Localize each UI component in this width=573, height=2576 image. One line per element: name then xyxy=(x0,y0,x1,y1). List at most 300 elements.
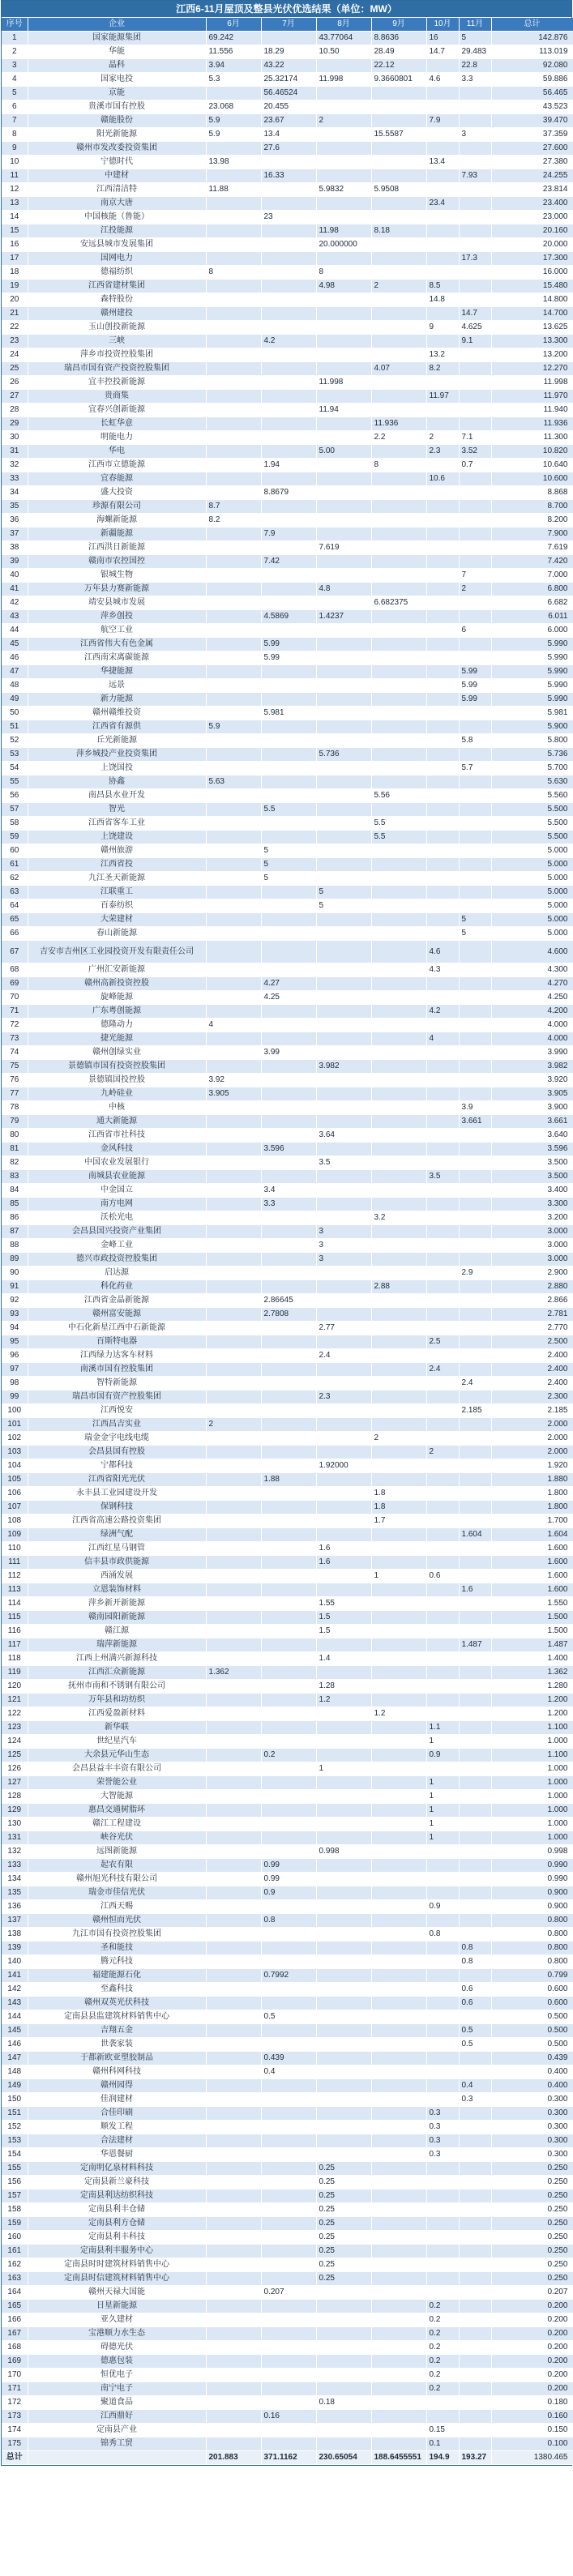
company-name-cell: 明能电力 xyxy=(28,431,206,445)
row-index-cell: 11 xyxy=(2,169,28,183)
october-value-cell: 0.3 xyxy=(426,2148,459,2162)
company-name-cell: 会昌县益丰丰资有限公司 xyxy=(28,1762,206,1776)
july-value-cell xyxy=(261,2341,316,2355)
november-value-cell xyxy=(459,775,491,789)
october-value-cell xyxy=(426,1184,459,1198)
august-value-cell xyxy=(316,1818,371,1831)
total-value-cell: 1.200 xyxy=(491,1707,573,1721)
total-value-cell: 5.000 xyxy=(491,844,573,858)
september-value-cell xyxy=(371,2437,426,2451)
row-index-cell: 18 xyxy=(2,266,28,280)
header-cell-total: 总计 xyxy=(491,18,573,32)
company-name-cell: 国家能源集团 xyxy=(28,32,206,45)
october-value-cell: 4.3 xyxy=(426,963,459,977)
june-value-cell xyxy=(206,362,261,376)
row-index-cell: 175 xyxy=(2,2437,28,2451)
october-value-cell xyxy=(426,555,459,569)
october-value-cell xyxy=(426,1074,459,1087)
total-value-cell: 4.300 xyxy=(491,963,573,977)
september-value-cell xyxy=(371,2245,426,2258)
total-value-cell: 11.970 xyxy=(491,390,573,404)
november-value-cell xyxy=(459,500,491,514)
october-value-cell xyxy=(426,2079,459,2093)
company-name-cell: 江西清洁特 xyxy=(28,183,206,197)
july-value-cell: 7.9 xyxy=(261,528,316,541)
row-index-cell: 152 xyxy=(2,2121,28,2134)
august-value-cell xyxy=(316,1997,371,2010)
july-value-cell: 18.29 xyxy=(261,45,316,59)
october-value-cell xyxy=(426,169,459,183)
june-value-cell xyxy=(206,1694,261,1707)
november-value-cell xyxy=(459,2437,491,2451)
november-value-cell xyxy=(459,1446,491,1459)
september-value-cell xyxy=(371,1900,426,1914)
august-value-cell xyxy=(316,762,371,775)
june-value-cell xyxy=(206,1308,261,1322)
table-row xyxy=(2,1859,573,1873)
august-value-cell xyxy=(316,555,371,569)
september-value-cell xyxy=(371,693,426,707)
company-name-cell: 三峡 xyxy=(28,335,206,348)
july-value-cell xyxy=(261,1019,316,1032)
june-value-cell: 3.94 xyxy=(206,59,261,73)
row-index-cell: 150 xyxy=(2,2093,28,2107)
july-value-cell xyxy=(261,1225,316,1239)
table-row xyxy=(2,1211,573,1225)
header-cell-june: 6月 xyxy=(206,18,261,32)
june-value-cell: 4 xyxy=(206,1019,261,1032)
september-value-cell xyxy=(371,1170,426,1184)
row-index-cell: 53 xyxy=(2,748,28,762)
october-value-cell: 0.2 xyxy=(426,2313,459,2327)
company-name-cell: 江西昌吉实业 xyxy=(28,1418,206,1432)
company-name-cell: 会昌县国兴投资产业集团 xyxy=(28,1225,206,1239)
november-value-cell xyxy=(459,1211,491,1225)
row-index-cell: 120 xyxy=(2,1680,28,1694)
company-name-cell: 江西省阳光光伏 xyxy=(28,1473,206,1487)
october-value-cell xyxy=(426,2052,459,2065)
total-value-cell: 10.600 xyxy=(491,472,573,486)
september-value-cell xyxy=(371,2203,426,2217)
july-value-cell xyxy=(261,1542,316,1556)
june-value-cell xyxy=(206,1886,261,1900)
september-value-cell xyxy=(371,1611,426,1625)
july-value-cell xyxy=(261,886,316,899)
header-cell-july: 7月 xyxy=(261,18,316,32)
july-value-cell xyxy=(261,1404,316,1418)
june-value-cell xyxy=(206,2176,261,2189)
june-value-cell xyxy=(206,197,261,211)
total-value-cell: 0.900 xyxy=(491,1886,573,1900)
november-value-cell xyxy=(459,183,491,197)
august-value-cell xyxy=(316,1886,371,1900)
total-value-cell: 3.000 xyxy=(491,1253,573,1267)
table-row xyxy=(2,2093,573,2107)
company-name-cell: 阳光新能源 xyxy=(28,128,206,142)
table-row xyxy=(2,2286,573,2300)
july-value-cell xyxy=(261,252,316,266)
august-value-cell: 1.4237 xyxy=(316,610,371,624)
july-value-cell xyxy=(261,1446,316,1459)
august-value-cell: 1.92000 xyxy=(316,1459,371,1473)
total-value-cell: 6.682 xyxy=(491,596,573,610)
august-value-cell: 0.25 xyxy=(316,2162,371,2176)
november-value-cell xyxy=(459,803,491,817)
november-value-cell xyxy=(459,1707,491,1721)
july-value-cell xyxy=(261,514,316,528)
october-value-cell: 0.3 xyxy=(426,2107,459,2121)
september-value-cell xyxy=(371,1046,426,1060)
july-value-cell xyxy=(261,1583,316,1597)
table-row xyxy=(2,872,573,886)
september-value-cell xyxy=(371,1997,426,2010)
table-row xyxy=(2,1570,573,1583)
august-value-cell xyxy=(316,2355,371,2369)
table-row xyxy=(2,2369,573,2382)
table-row xyxy=(2,1418,573,1432)
august-value-cell xyxy=(316,2437,371,2451)
november-value-cell xyxy=(459,376,491,390)
october-value-cell xyxy=(426,307,459,321)
table-row xyxy=(2,114,573,128)
september-value-cell xyxy=(371,624,426,638)
august-value-cell xyxy=(316,1983,371,1997)
august-value-cell: 5.00 xyxy=(316,445,371,459)
july-value-cell xyxy=(261,293,316,307)
august-value-cell xyxy=(316,2010,371,2024)
august-value-cell xyxy=(316,2341,371,2355)
august-value-cell xyxy=(316,1473,371,1487)
row-index-cell: 161 xyxy=(2,2245,28,2258)
table-row xyxy=(2,1473,573,1487)
row-index-cell: 62 xyxy=(2,872,28,886)
company-name-cell: 世纪星汽车 xyxy=(28,1735,206,1749)
row-index-cell: 138 xyxy=(2,1928,28,1942)
table-row xyxy=(2,1666,573,1680)
total-value-cell: 1.604 xyxy=(491,1528,573,1542)
company-name-cell: 中金国立 xyxy=(28,1184,206,1198)
july-value-cell xyxy=(261,2396,316,2410)
row-index-cell: 31 xyxy=(2,445,28,459)
table-row xyxy=(2,707,573,720)
row-index-cell: 51 xyxy=(2,720,28,734)
august-value-cell xyxy=(316,1873,371,1886)
total-value-cell: 14.800 xyxy=(491,293,573,307)
company-name-cell: 大荣建材 xyxy=(28,913,206,927)
september-value-cell xyxy=(371,1267,426,1280)
september-value-cell xyxy=(371,569,426,583)
november-value-cell xyxy=(459,1845,491,1859)
table-row xyxy=(2,2052,573,2065)
july-value-cell xyxy=(261,2121,316,2134)
september-value-cell xyxy=(371,1446,426,1459)
july-value-cell xyxy=(261,941,316,963)
table-row xyxy=(2,1969,573,1983)
table-row xyxy=(2,963,573,977)
row-index-cell: 93 xyxy=(2,1308,28,1322)
july-value-cell: 5 xyxy=(261,872,316,886)
september-value-cell: 22.12 xyxy=(371,59,426,73)
july-value-cell xyxy=(261,1735,316,1749)
august-value-cell xyxy=(316,197,371,211)
total-value-cell: 0.300 xyxy=(491,2093,573,2107)
table-row xyxy=(2,2382,573,2396)
total-value-cell: 2.900 xyxy=(491,1267,573,1280)
june-value-cell xyxy=(206,1873,261,1886)
company-name-cell: 贵溪市国有控股 xyxy=(28,100,206,114)
june-value-cell xyxy=(206,2231,261,2245)
june-value-cell xyxy=(206,2010,261,2024)
table-row xyxy=(2,1101,573,1115)
august-value-cell xyxy=(316,514,371,528)
october-value-cell xyxy=(426,651,459,665)
row-index-cell: 119 xyxy=(2,1666,28,1680)
total-value-cell: 5.990 xyxy=(491,638,573,651)
total-value-cell: 1.000 xyxy=(491,1818,573,1831)
company-name-cell: 九江市国有投资控股集团 xyxy=(28,1928,206,1942)
november-value-cell xyxy=(459,1391,491,1404)
row-index-cell: 64 xyxy=(2,899,28,913)
november-value-cell xyxy=(459,610,491,624)
october-value-cell xyxy=(426,1280,459,1294)
july-value-cell xyxy=(261,1942,316,1955)
september-value-cell xyxy=(371,1886,426,1900)
company-name-cell: 赣州建投 xyxy=(28,307,206,321)
september-value-cell xyxy=(371,238,426,252)
row-index-cell: 67 xyxy=(2,941,28,963)
august-value-cell: 2.4 xyxy=(316,1349,371,1363)
total-value-cell: 4.200 xyxy=(491,1005,573,1019)
november-value-cell: 0.5 xyxy=(459,2024,491,2038)
october-value-cell: 14.8 xyxy=(426,293,459,307)
august-value-cell: 3 xyxy=(316,1225,371,1239)
july-value-cell xyxy=(261,762,316,775)
table-row xyxy=(2,362,573,376)
row-index-cell: 29 xyxy=(2,417,28,431)
november-value-cell xyxy=(459,1514,491,1528)
june-value-cell xyxy=(206,803,261,817)
september-value-cell xyxy=(371,1721,426,1735)
october-value-cell xyxy=(426,583,459,596)
total-value-cell: 0.200 xyxy=(491,2300,573,2313)
october-value-cell xyxy=(426,1583,459,1597)
company-name-cell: 赣州恒而光伏 xyxy=(28,1914,206,1928)
august-value-cell xyxy=(316,734,371,748)
august-value-cell xyxy=(316,1528,371,1542)
total-value-cell: 2.400 xyxy=(491,1377,573,1391)
october-value-cell: 0.9 xyxy=(426,1900,459,1914)
july-value-cell: 56.46524 xyxy=(261,87,316,100)
table-row xyxy=(2,775,573,789)
total-value-cell: 5.000 xyxy=(491,858,573,872)
row-index-cell: 129 xyxy=(2,1804,28,1818)
november-value-cell: 2.9 xyxy=(459,1267,491,1280)
june-value-cell xyxy=(206,431,261,445)
august-value-cell xyxy=(316,100,371,114)
august-value-cell: 1.4 xyxy=(316,1652,371,1666)
row-index-cell: 16 xyxy=(2,238,28,252)
june-value-cell xyxy=(206,2189,261,2203)
august-value-cell xyxy=(316,693,371,707)
september-value-cell xyxy=(371,2313,426,2327)
august-value-cell xyxy=(316,1087,371,1101)
total-value-cell: 6.011 xyxy=(491,610,573,624)
company-name-cell: 金风科技 xyxy=(28,1143,206,1156)
july-value-cell xyxy=(261,1528,316,1542)
september-value-cell xyxy=(371,87,426,100)
september-value-cell xyxy=(371,1955,426,1969)
november-value-cell xyxy=(459,1253,491,1267)
november-value-cell xyxy=(459,2327,491,2341)
total-value-cell: 39.470 xyxy=(491,114,573,128)
total-value-cell: 16.000 xyxy=(491,266,573,280)
june-value-cell xyxy=(206,941,261,963)
company-name-cell: 赣南市农控国控 xyxy=(28,555,206,569)
june-value-cell: 5.63 xyxy=(206,775,261,789)
august-value-cell xyxy=(316,431,371,445)
september-value-cell xyxy=(371,555,426,569)
june-value-cell xyxy=(206,734,261,748)
total-value-cell: 0.250 xyxy=(491,2217,573,2231)
table-row xyxy=(2,977,573,991)
september-value-cell xyxy=(371,651,426,665)
company-name-cell: 靖安县城市发展 xyxy=(28,596,206,610)
november-value-cell xyxy=(459,817,491,831)
november-value-cell xyxy=(459,1129,491,1143)
company-name-cell: 大余县元华山生态 xyxy=(28,1749,206,1762)
august-value-cell xyxy=(316,1267,371,1280)
july-value-cell: 0.99 xyxy=(261,1873,316,1886)
row-index-cell: 43 xyxy=(2,610,28,624)
august-value-cell xyxy=(316,2065,371,2079)
row-index-cell: 155 xyxy=(2,2162,28,2176)
total-value-cell: 1.000 xyxy=(491,1776,573,1790)
november-value-cell xyxy=(459,991,491,1005)
october-value-cell: 3.5 xyxy=(426,1170,459,1184)
july-value-cell xyxy=(261,1845,316,1859)
july-value-cell xyxy=(261,1335,316,1349)
table-row xyxy=(2,1170,573,1184)
november-value-cell xyxy=(459,2355,491,2369)
row-index-cell: 25 xyxy=(2,362,28,376)
september-value-cell xyxy=(371,707,426,720)
august-value-cell: 3 xyxy=(316,1253,371,1267)
august-value-cell: 1.6 xyxy=(316,1556,371,1570)
september-value-cell xyxy=(371,1308,426,1322)
company-name-cell: 萍乡城投产业投资集团 xyxy=(28,748,206,762)
september-value-cell: 2.2 xyxy=(371,431,426,445)
july-value-cell xyxy=(261,1556,316,1570)
company-name-cell: 立恩装饰材料 xyxy=(28,1583,206,1597)
row-index-cell: 95 xyxy=(2,1335,28,1349)
row-index-cell: 132 xyxy=(2,1845,28,1859)
september-value-cell xyxy=(371,2065,426,2079)
october-value-cell: 4 xyxy=(426,1032,459,1046)
july-value-cell xyxy=(261,1638,316,1652)
company-name-cell: 上饶建设 xyxy=(28,831,206,844)
july-value-cell xyxy=(261,238,316,252)
october-value-cell: 9 xyxy=(426,321,459,335)
table-row xyxy=(2,2024,573,2038)
october-value-cell xyxy=(426,2258,459,2272)
september-value-cell: 5.56 xyxy=(371,789,426,803)
october-value-cell: 0.2 xyxy=(426,2355,459,2369)
row-index-cell: 65 xyxy=(2,913,28,927)
table-row xyxy=(2,1955,573,1969)
row-index-cell: 72 xyxy=(2,1019,28,1032)
june-value-cell xyxy=(206,583,261,596)
september-value-cell xyxy=(371,1253,426,1267)
header-row xyxy=(2,18,573,32)
table-row xyxy=(2,569,573,583)
september-value-cell xyxy=(371,2079,426,2093)
july-value-cell xyxy=(261,1129,316,1143)
september-value-cell xyxy=(371,376,426,390)
june-value-cell xyxy=(206,417,261,431)
june-value-cell xyxy=(206,1570,261,1583)
june-value-cell xyxy=(206,307,261,321)
company-name-cell: 丘光新能源 xyxy=(28,734,206,748)
company-name-cell: 永丰县工业园建设开发 xyxy=(28,1487,206,1501)
table-row xyxy=(2,583,573,596)
september-value-cell xyxy=(371,1666,426,1680)
total-value-cell: 2.880 xyxy=(491,1280,573,1294)
september-value-cell: 6.682375 xyxy=(371,596,426,610)
row-index-cell: 164 xyxy=(2,2286,28,2300)
october-value-cell xyxy=(426,404,459,417)
row-index-cell: 174 xyxy=(2,2424,28,2437)
table-row xyxy=(2,1680,573,1694)
total-value-cell: 3.000 xyxy=(491,1225,573,1239)
august-value-cell xyxy=(316,1749,371,1762)
july-value-cell xyxy=(261,2424,316,2437)
total-value-cell: 1.600 xyxy=(491,1556,573,1570)
row-index-cell: 7 xyxy=(2,114,28,128)
june-value-cell xyxy=(206,1735,261,1749)
total-value-cell: 0.200 xyxy=(491,2355,573,2369)
november-value-cell xyxy=(459,720,491,734)
company-name-cell: 定南县时信建筑材料销售中心 xyxy=(28,2272,206,2286)
november-value-cell: 3.661 xyxy=(459,1115,491,1129)
company-name-cell: 腾元科技 xyxy=(28,1955,206,1969)
company-name-cell: 江西天赐 xyxy=(28,1900,206,1914)
july-value-cell xyxy=(261,1211,316,1225)
table-row xyxy=(2,1804,573,1818)
november-value-cell xyxy=(459,238,491,252)
october-value-cell xyxy=(426,775,459,789)
total-value-cell: 8.200 xyxy=(491,514,573,528)
november-value-cell xyxy=(459,472,491,486)
table-row xyxy=(2,307,573,321)
august-value-cell xyxy=(316,1170,371,1184)
company-name-cell: 绿洲气配 xyxy=(28,1528,206,1542)
row-index-cell: 124 xyxy=(2,1735,28,1749)
company-name-cell: 九江圣天新能源 xyxy=(28,872,206,886)
august-value-cell: 1 xyxy=(316,1762,371,1776)
table-row xyxy=(2,472,573,486)
october-value-cell: 0.9 xyxy=(426,1749,459,1762)
july-value-cell xyxy=(261,2437,316,2451)
table-row xyxy=(2,638,573,651)
table-row xyxy=(2,59,573,73)
company-name-cell: 南京大唐 xyxy=(28,197,206,211)
july-value-cell: 3.3 xyxy=(261,1198,316,1211)
july-value-cell xyxy=(261,1666,316,1680)
table-row xyxy=(2,2148,573,2162)
november-value-cell: 4.625 xyxy=(459,321,491,335)
june-value-cell: 23.068 xyxy=(206,100,261,114)
row-index-cell: 2 xyxy=(2,45,28,59)
